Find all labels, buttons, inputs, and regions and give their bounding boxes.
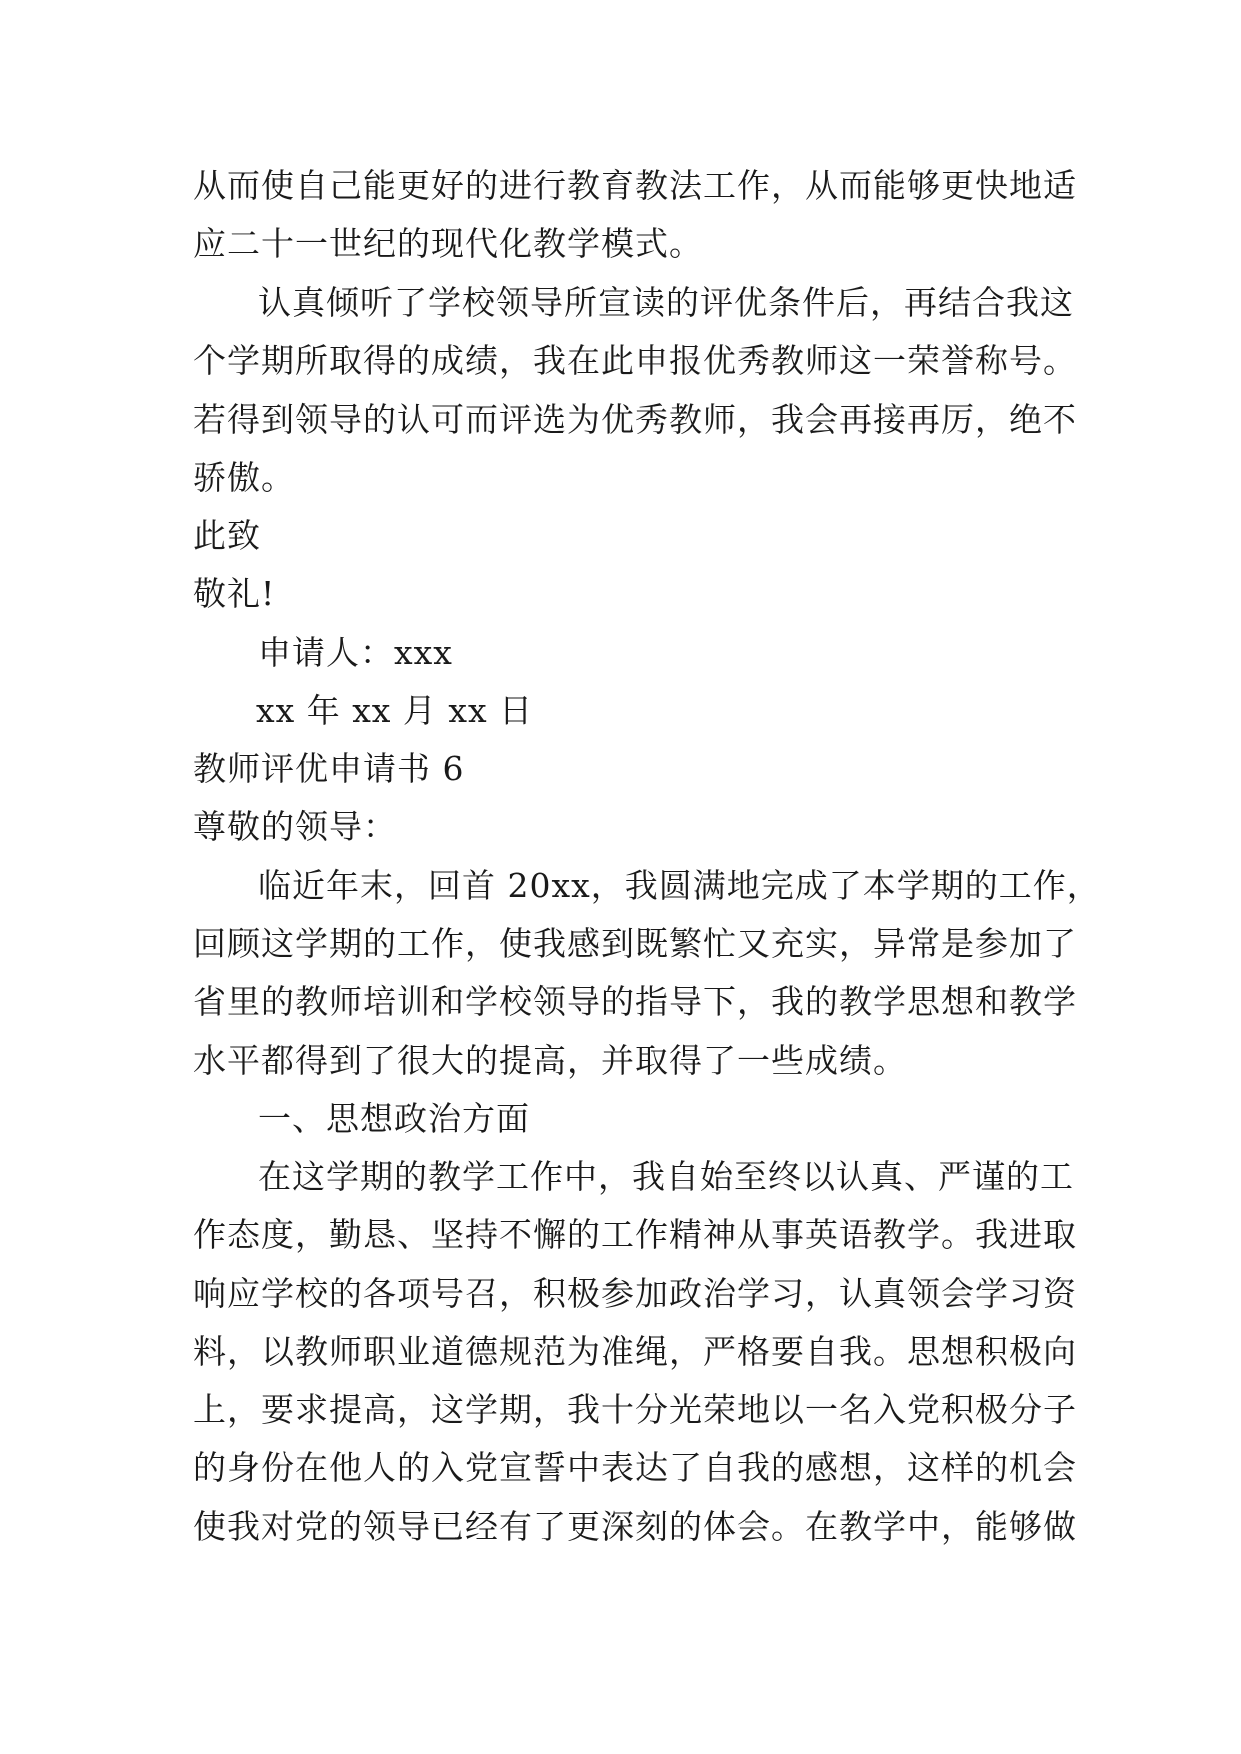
paragraph-line: 应二十一世纪的现代化教学模式。 <box>193 224 703 263</box>
paragraph-line: 回顾这学期的工作，使我感到既繁忙又充实，异常是参加了 <box>193 924 1077 963</box>
closing-line: 此致 <box>193 516 261 555</box>
paragraph-line: 认真倾听了学校领导所宣读的评优条件后，再结合我这 <box>258 283 1074 322</box>
paragraph-line: 使我对党的领导已经有了更深刻的体会。在教学中，能够做 <box>193 1507 1077 1546</box>
paragraph-line: 若得到领导的认可而评选为优秀教师，我会再接再厉，绝不 <box>193 400 1077 439</box>
paragraph-line: 骄傲。 <box>193 458 295 497</box>
paragraph-line: 响应学校的各项号召，积极参加政治学习，认真领会学习资 <box>193 1274 1077 1313</box>
paragraph-line: 省里的教师培训和学校领导的指导下，我的教学思想和教学 <box>193 982 1077 1021</box>
paragraph-line: 在这学期的教学工作中，我自始至终以认真、严谨的工 <box>258 1157 1074 1196</box>
closing-line: 敬礼! <box>193 574 276 613</box>
paragraph-line: 的身份在他人的入党宣誓中表达了自我的感想，这样的机会 <box>193 1448 1077 1487</box>
paragraph-line: 料，以教师职业道德规范为准绳，严格要自我。思想积极向 <box>193 1332 1077 1371</box>
paragraph-line: 水平都得到了很大的提高，并取得了一些成绩。 <box>193 1041 907 1080</box>
paragraph-line: 上，要求提高，这学期，我十分光荣地以一名入党积极分子 <box>193 1390 1077 1429</box>
salutation-line: 尊敬的领导： <box>193 807 397 846</box>
paragraph-line: 临近年末，回首 20xx，我圆满地完成了本学期的工作， <box>258 866 1101 905</box>
applicant-line: 申请人：xxx <box>258 633 453 672</box>
date-line: xx 年 xx 月 xx 日 <box>256 691 534 730</box>
paragraph-line: 作态度，勤恳、坚持不懈的工作精神从事英语教学。我进取 <box>193 1215 1077 1254</box>
paragraph-line: 从而使自己能更好的进行教育教法工作，从而能够更快地适 <box>193 166 1077 205</box>
section-heading: 一、思想政治方面 <box>258 1099 530 1138</box>
paragraph-line: 个学期所取得的成绩，我在此申报优秀教师这一荣誉称号。 <box>193 341 1077 380</box>
section-title: 教师评优申请书 6 <box>193 749 465 788</box>
